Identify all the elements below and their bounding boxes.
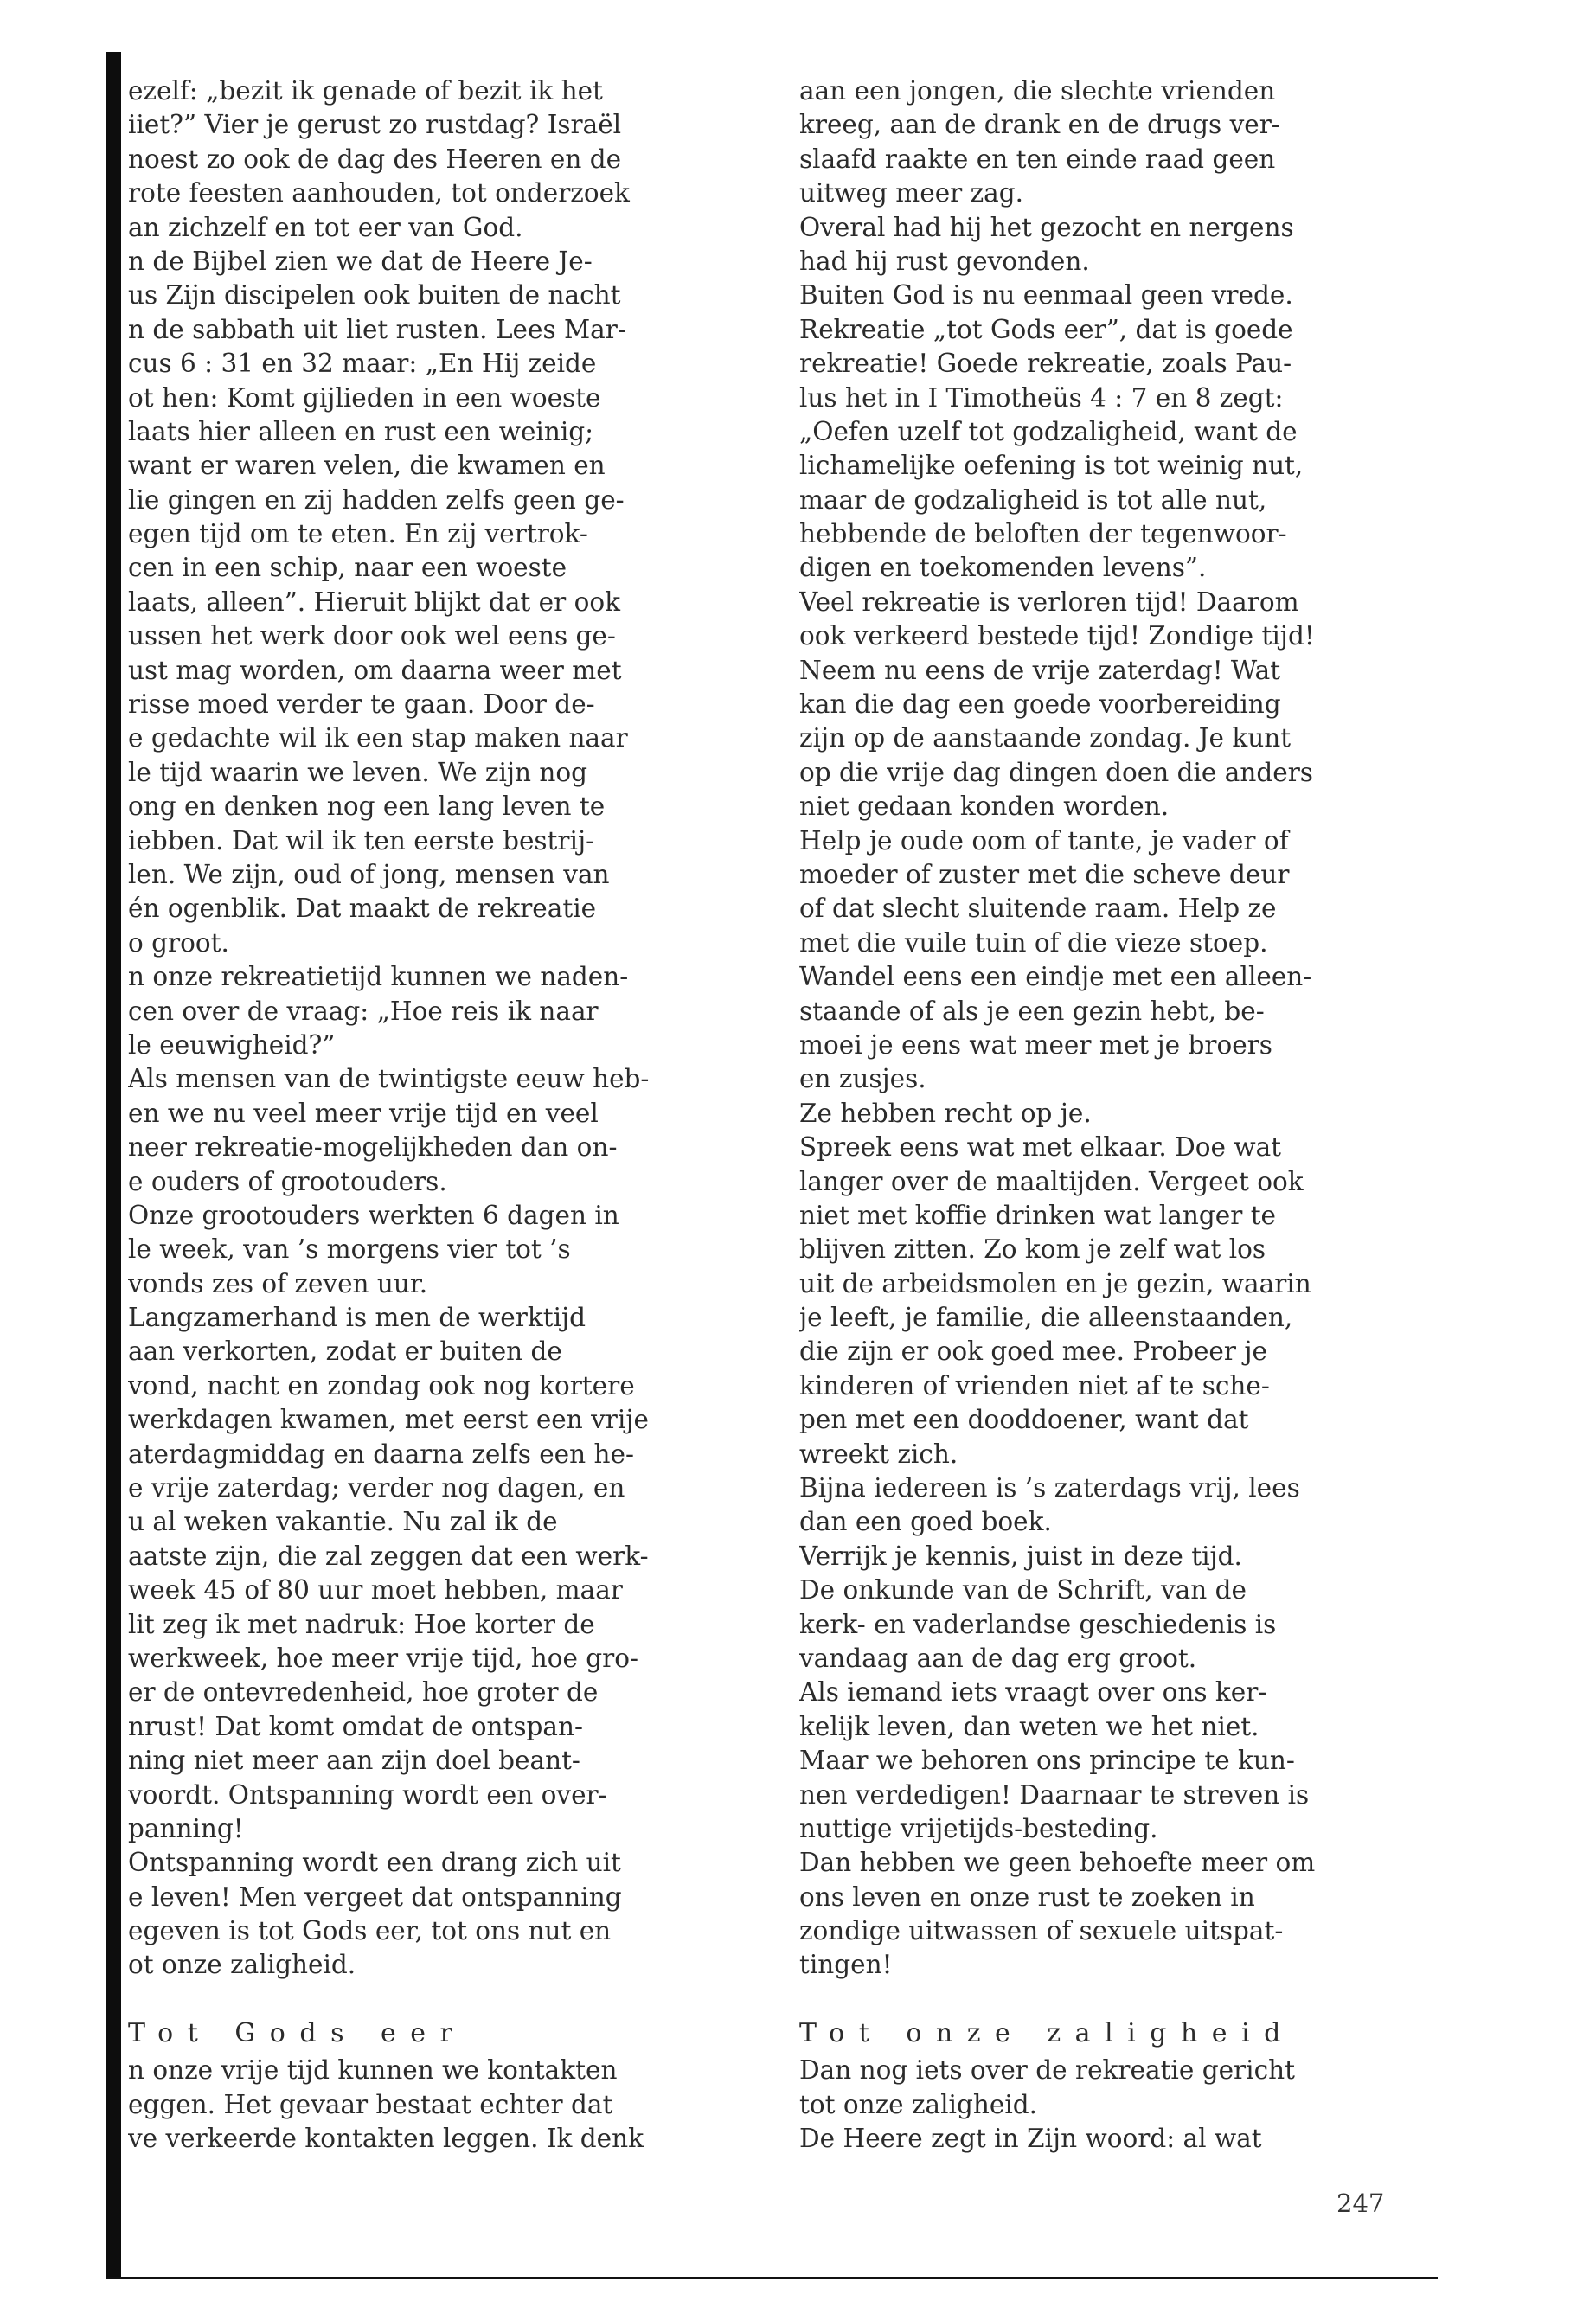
text-line: e gedachte wil ik een stap maken naar	[128, 723, 628, 753]
text-line: Ze hebben recht op je.	[799, 1098, 1092, 1128]
text-line: nrust! Dat komt omdat de ontspan-	[128, 1711, 583, 1741]
text-line: hebbende de beloften der tegenwoor-	[799, 519, 1287, 549]
text-line: u al weken vakantie. Nu zal ik de	[128, 1507, 558, 1537]
text-line: le tijd waarin we leven. We zijn nog	[128, 757, 588, 787]
text-line: le eeuwigheid?”	[128, 1029, 336, 1060]
text-line: kinderen of vrienden niet af te sche-	[799, 1370, 1270, 1400]
text-line: cus 6 : 31 en 32 maar: „En Hij zeide	[128, 349, 597, 379]
text-line: Overal had hij het gezocht en nergens	[799, 212, 1294, 242]
section-heading-tot-gods-eer: Tot Gods eer	[128, 2017, 467, 2048]
text-line: of dat slecht sluitende raam. Help ze	[799, 894, 1277, 924]
text-line: Rekreatie „tot Gods eer”, dat is goede	[799, 314, 1293, 344]
text-line: en we nu veel meer vrije tijd en veel	[128, 1098, 599, 1128]
text-line: le week, van ’s morgens vier tot ’s	[128, 1234, 571, 1265]
right-body-text-continued	[799, 2054, 1388, 2156]
text-line: Onze grootouders werkten 6 dagen in	[128, 1200, 619, 1230]
text-line: ust mag worden, om daarna weer met	[128, 655, 622, 685]
text-line: laats hier alleen en rust een weinig;	[128, 416, 594, 446]
text-line: nuttige vrijetijds-besteding.	[799, 1813, 1158, 1843]
text-line: wreekt zich.	[799, 1439, 958, 1469]
text-line: Langzamerhand is men de werktijd	[128, 1303, 586, 1333]
text-line: niet gedaan konden worden.	[799, 792, 1170, 822]
text-line: aan verkorten, zodat er buiten de	[128, 1336, 562, 1367]
text-line: tot onze zaligheid.	[799, 2089, 1038, 2119]
text-line: n de sabbath uit liet rusten. Lees Mar-	[128, 314, 626, 344]
text-line: len. We zijn, oud of jong, mensen van	[128, 859, 610, 889]
text-line: egen tijd om te eten. En zij vertrok-	[128, 519, 588, 549]
right-column	[799, 74, 1388, 2156]
text-line: vonds zes of zeven uur.	[128, 1268, 428, 1298]
text-line: e ouders of grootouders.	[128, 1166, 447, 1196]
text-line: ong en denken nog een lang leven te	[128, 792, 606, 822]
text-line: Dan hebben we geen behoefte meer om	[799, 1848, 1316, 1878]
binding-shadow	[106, 52, 121, 2279]
text-line: slaafd raakte en ten einde raad geen	[799, 144, 1276, 174]
text-line: Dan nog iets over de rekreatie gericht	[799, 2055, 1295, 2086]
text-line: staande of als je een gezin hebt, be-	[799, 996, 1265, 1026]
text-line: werkweek, hoe meer vrije tijd, hoe gro-	[128, 1643, 639, 1673]
spacer	[799, 1983, 1388, 2016]
text-line: maar de godzaligheid is tot alle nut,	[799, 484, 1267, 515]
text-line: want er waren velen, die kwamen en	[128, 451, 606, 481]
text-line: Wandel eens een eindje met een alleen-	[799, 962, 1312, 992]
spacer	[128, 1983, 709, 2016]
text-line: cen over de vraag: „Hoe reis ik naar	[128, 996, 599, 1026]
text-line: Neem nu eens de vrije zaterdag! Wat	[799, 655, 1281, 685]
text-line: Veel rekreatie is verloren tijd! Daarom	[799, 586, 1299, 617]
text-line: voordt. Ontspanning wordt een over-	[128, 1779, 607, 1810]
text-line: an zichzelf en tot eer van God.	[128, 212, 523, 242]
text-line: dan een goed boek.	[799, 1507, 1052, 1537]
text-line: kreeg, aan de drank en de drugs ver-	[799, 110, 1280, 140]
text-line: aan een jongen, die slechte vrienden	[799, 76, 1276, 106]
text-line: n onze vrije tijd kunnen we kontakten	[128, 2055, 618, 2086]
text-line: Als mensen van de twintigste eeuw heb-	[128, 1064, 650, 1094]
text-line: e vrije zaterdag; verder nog dagen, en	[128, 1473, 625, 1503]
page-edge	[106, 2277, 1438, 2279]
text-line: uit de arbeidsmolen en je gezin, waarin	[799, 1268, 1311, 1298]
left-body-text	[128, 74, 709, 1983]
text-line: ve verkeerde kontakten leggen. Ik denk	[128, 2124, 644, 2154]
text-line: ning niet meer aan zijn doel beant-	[128, 1746, 580, 1776]
text-line: werkdagen kwamen, met eerst een vrije	[128, 1405, 649, 1435]
text-line: aatste zijn, die zal zeggen dat een werk-	[128, 1541, 649, 1571]
text-line: vond, nacht en zondag ook nog kortere	[128, 1370, 635, 1400]
text-line: neer rekreatie-mogelijkheden dan on-	[128, 1132, 618, 1163]
text-line: ook verkeerd bestede tijd! Zondige tijd!	[799, 621, 1315, 651]
text-line: op die vrije dag dingen doen die anders	[799, 757, 1313, 787]
text-line: met die vuile tuin of die vieze stoep.	[799, 927, 1268, 958]
text-line: blijven zitten. Zo kom je zelf wat los	[799, 1234, 1266, 1265]
text-line: kan die dag een goede voorbereiding	[799, 689, 1281, 720]
text-line: us Zijn discipelen ook buiten de nacht	[128, 280, 621, 311]
text-line: rekreatie! Goede rekreatie, zoals Pau-	[799, 349, 1292, 379]
text-line: uitweg meer zag.	[799, 178, 1024, 208]
left-body-text-continued	[128, 2054, 709, 2156]
text-line: lit zeg ik met nadruk: Hoe korter de	[128, 1609, 595, 1639]
text-line: iebben. Dat wil ik ten eerste bestrij-	[128, 825, 595, 856]
text-line: lie gingen en zij hadden zelfs geen ge-	[128, 484, 625, 515]
text-line: ons leven en onze rust te zoeken in	[799, 1881, 1255, 1912]
text-line: Verrijk je kennis, juist in deze tijd.	[799, 1541, 1242, 1571]
text-line: niet met koffie drinken wat langer te	[799, 1200, 1277, 1230]
text-line: eggen. Het gevaar bestaat echter dat	[128, 2089, 613, 2119]
text-line: pen met een dooddoener, want dat	[799, 1405, 1249, 1435]
text-line: cen in een schip, naar een woeste	[128, 553, 567, 583]
text-line: rote feesten aanhouden, tot onderzoek	[128, 178, 630, 208]
page-number: 247	[1336, 2189, 1385, 2218]
text-line: had hij rust gevonden.	[799, 246, 1090, 276]
text-line: Als iemand iets vraagt over ons ker-	[799, 1677, 1267, 1708]
text-line: lus het in I Timotheüs 4 : 7 en 8 zegt:	[799, 382, 1284, 413]
text-line: én ogenblik. Dat maakt de rekreatie	[128, 894, 597, 924]
left-column	[128, 74, 709, 2156]
text-line: digen en toekomenden levens”.	[799, 553, 1207, 583]
text-line: moei je eens wat meer met je broers	[799, 1029, 1272, 1060]
text-line: en zusjes.	[799, 1064, 926, 1094]
text-line: „Oefen uzelf tot godzaligheid, want de	[799, 416, 1298, 446]
text-line: o groot.	[128, 927, 229, 958]
text-line: ot hen: Komt gijlieden in een woeste	[128, 382, 601, 413]
text-line: egeven is tot Gods eer, tot ons nut en	[128, 1916, 612, 1946]
text-line: kerk- en vaderlandse geschiedenis is	[799, 1609, 1277, 1639]
text-line: die zijn er ook goed mee. Probeer je	[799, 1336, 1267, 1367]
text-line: ezelf: „bezit ik genade of bezit ik het	[128, 76, 603, 106]
text-line: nen verdedigen! Daarnaar te streven is	[799, 1779, 1310, 1810]
text-line: e leven! Men vergeet dat ontspanning	[128, 1881, 622, 1912]
text-line: zondige uitwassen of sexuele uitspat-	[799, 1916, 1284, 1946]
text-line: panning!	[128, 1813, 244, 1843]
text-line: tingen!	[799, 1950, 893, 1980]
text-line: noest zo ook de dag des Heeren en de	[128, 144, 622, 174]
section-heading-tot-onze-zaligheid: Tot onze zaligheid	[799, 2017, 1295, 2048]
text-line: Bijna iedereen is ’s zaterdags vrij, lees	[799, 1473, 1300, 1503]
text-line: aterdagmiddag en daarna zelfs een he-	[128, 1439, 634, 1469]
text-line: moeder of zuster met die scheve deur	[799, 859, 1290, 889]
text-line: ussen het werk door ook wel eens ge-	[128, 621, 616, 651]
text-line: Buiten God is nu eenmaal geen vrede.	[799, 280, 1293, 311]
text-line: Help je oude oom of tante, je vader of	[799, 825, 1289, 856]
text-line: Spreek eens wat met elkaar. Doe wat	[799, 1132, 1282, 1163]
text-line: je leeft, je familie, die alleenstaanden,	[799, 1303, 1293, 1333]
text-line: iiet?” Vier je gerust zo rustdag? Israël	[128, 110, 622, 140]
text-line: De Heere zegt in Zijn woord: al wat	[799, 2124, 1262, 2154]
text-line: zijn op de aanstaande zondag. Je kunt	[799, 723, 1292, 753]
text-line: vandaag aan de dag erg groot.	[799, 1643, 1197, 1673]
text-line: De onkunde van de Schrift, van de	[799, 1575, 1247, 1606]
text-line: ot onze zaligheid.	[128, 1950, 356, 1980]
text-line: lichamelijke oefening is tot weinig nut,	[799, 451, 1304, 481]
text-line: Maar we behoren ons principe te kun-	[799, 1746, 1295, 1776]
text-line: Ontspanning wordt een drang zich uit	[128, 1848, 621, 1878]
right-body-text	[799, 74, 1388, 1983]
text-line: n de Bijbel zien we dat de Heere Je-	[128, 246, 593, 276]
text-line: risse moed verder te gaan. Door de-	[128, 689, 595, 720]
text-line: er de ontevredenheid, hoe groter de	[128, 1677, 599, 1708]
text-line: week 45 of 80 uur moet hebben, maar	[128, 1575, 623, 1606]
text-line: n onze rekreatietijd kunnen we naden-	[128, 962, 629, 992]
text-line: kelijk leven, dan weten we het niet.	[799, 1711, 1259, 1741]
text-line: laats, alleen”. Hieruit blijkt dat er ook	[128, 586, 620, 617]
text-line: langer over de maaltijden. Vergeet ook	[799, 1166, 1304, 1196]
